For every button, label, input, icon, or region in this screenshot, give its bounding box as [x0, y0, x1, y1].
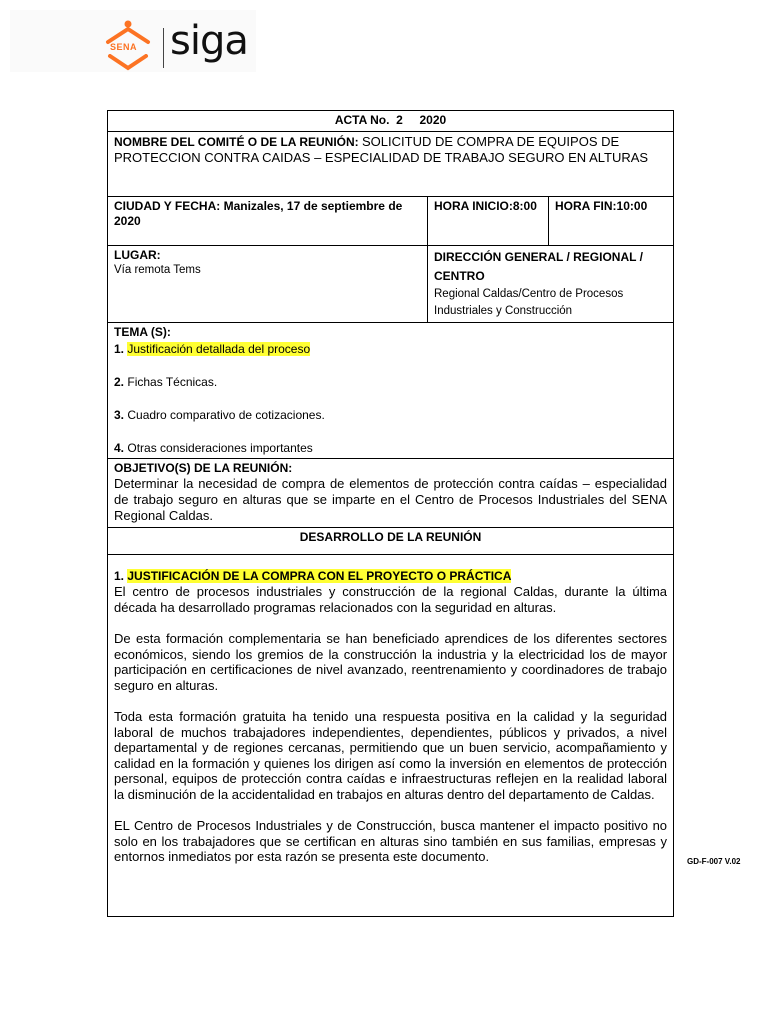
- hora-fin: HORA FIN:10:00: [549, 197, 674, 246]
- tema-item: 1. Justificación detallada del proceso: [114, 342, 311, 356]
- paragraph: EL Centro de Procesos Industriales y de Construcción, busca mantener el impacto positivo no solo en los trabajadores que se certifican en alturas sino también en sus familias, empresas y entornos inmediatos por esta razón se presenta este documento.: [114, 818, 668, 864]
- direccion-label: DIRECCIÓN GENERAL / REGIONAL / CENTRO: [434, 250, 643, 283]
- hora-inicio: HORA INICIO:8:00: [428, 197, 549, 246]
- acta-table: [107, 110, 674, 917]
- desarrollo-title: DESARROLLO DE LA REUNIÓN: [108, 528, 674, 555]
- sena-logo-base-icon: [102, 54, 154, 77]
- header-logos: [10, 10, 256, 72]
- acta-title: ACTA No. 2 2020: [108, 111, 674, 132]
- form-code: GD-F-007 V.02: [687, 857, 741, 866]
- lugar-cell: [108, 246, 428, 323]
- paragraph: El centro de procesos industriales y construcción de la regional Caldas, durante la última década ha desarrollado programas relacionados con la seguridad en alturas.: [114, 584, 668, 615]
- committee-label: NOMBRE DEL COMITÉ O DE LA REUNIÓN:: [114, 135, 359, 149]
- city-date-cell: [108, 197, 428, 246]
- section1-heading: 1. JUSTIFICACIÓN DE LA COMPRA CON EL PROYECTO O PRÁCTICA: [114, 569, 512, 583]
- city-date-label: CIUDAD Y FECHA:: [114, 199, 221, 213]
- logo-divider: [163, 28, 164, 68]
- tema-label: TEMA (S):: [114, 325, 171, 339]
- tema-item: 2. Fichas Técnicas.: [114, 375, 218, 389]
- acta-year: 2020: [419, 113, 447, 127]
- tema-item: 4. Otras consideraciones importantes: [114, 441, 313, 455]
- paragraph: Toda esta formación gratuita ha tenido una respuesta positiva en la calidad y la seguridad laboral de muchos trabajadores independientes, dependientes, públicos y privados, a nivel departamental y de regiones cercanas, permitiendo que un buen servicio, acompañamiento y calidad en la formación y quienes los dirigen así como la inversión en elementos de protección personal, equipos de protección contra caídas e infraestructuras reflejen en la realidad laboral la disminución de la accidentalidad en trabajos en alturas dentro del departamento de Caldas.: [114, 709, 668, 802]
- tema-item: 3. Cuadro comparativo de cotizaciones.: [114, 408, 325, 422]
- acta-number: 2: [396, 113, 403, 127]
- direccion-cell: [428, 246, 674, 323]
- siga-logo: siga: [170, 18, 248, 64]
- paragraph: De esta formación complementaria se han beneficiado aprendices de los diferentes sectores económicos, siendo los gremios de la construcción la industria y la electricidad los de mayor participación en certificaciones de nivel avanzado, reentrenamiento y coordinadores de trabajo seguro en alturas.: [114, 631, 668, 693]
- objetivo-value: Determinar la necesidad de compra de elementos de protección contra caídas – especialidad de trabajo seguro en alturas que se imparte en el Centro de Procesos Industriales del SENA Regional Caldas.: [114, 476, 668, 523]
- tema-cell: [108, 323, 674, 459]
- objetivo-label: OBJETIVO(S) DE LA REUNIÓN:: [114, 461, 293, 475]
- sena-logo-text: SENA: [110, 42, 138, 52]
- lugar-label: LUGAR:: [114, 248, 161, 262]
- committee-value: SOLICITUD DE COMPRA DE EQUIPOS DE PROTECCION CONTRA CAIDAS – ESPECIALIDAD DE TRABAJO SEGURO EN ALTURAS: [114, 134, 649, 165]
- desarrollo-cell: [108, 555, 674, 917]
- committee-cell: [108, 132, 674, 197]
- objetivo-cell: [108, 459, 674, 528]
- city-date-value: Manizales, 17 de septiembre de 2020: [114, 199, 403, 228]
- direccion-value: Regional Caldas/Centro de Procesos Industriales y Construcción: [434, 288, 624, 317]
- lugar-value: Vía remota Tems: [114, 264, 201, 276]
